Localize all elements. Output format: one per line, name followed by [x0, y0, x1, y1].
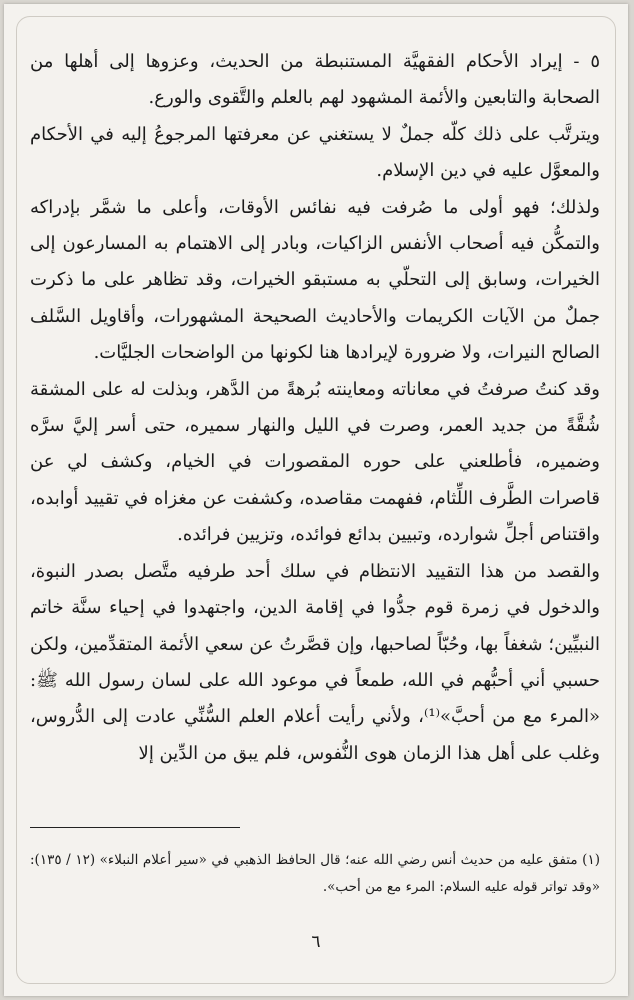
book-page	[4, 4, 628, 996]
paragraph-consequence: ويترتَّب على ذلك كلّه جملٌ لا يستغني عن معرفتها المرجوعُ إليه في الأحكام والمعوَّل عليه في دين الإسلام.	[30, 123, 600, 182]
footnote-separator	[30, 827, 240, 828]
main-text	[30, 44, 600, 772]
paragraph-priority: ولذلك؛ فهو أولى ما صُرفت فيه نفائس الأوقات، وأعلى ما شمَّر بإدراكه والتمكُّن فيه أصحاب الأنفس الزاكيات، وبادر إلى الاهتمام به المسارعون إلى الخيرات، وسابق إلى التحلّي به مستبقو الخيرات، وقد تظاهر على ما ذكرت جملٌ من الآيات الكريمات والأحاديث الصحيحة المشهورات، وأقاويل السَّلف الصالح النيرات، ولا ضرورة لإيرادها هنا لكونها من الواضحات الجليَّات.	[30, 196, 600, 364]
paragraph-point-5: ٥ - إيراد الأحكام الفقهيَّة المستنبطة من الحديث، وعزوها إلى أهلها من الصحابة والتابعين والأئمة المشهود لهم بالعلم والتَّقوى والورع.	[30, 51, 600, 109]
footnotes	[30, 847, 600, 901]
paragraph-purpose: والقصد من هذا التقييد الانتظام في سلك أحد طرفيه متَّصل بصدر النبوة، والدخول في زمرة قوم جدُّوا في إقامة الدين، واجتهدوا في إحياء سنَّة خاتم النبيِّين؛ شغفاً بها، وحُبّاً لصاحبها، وإن قصَّرتُ عن سعي الأئمة المتقدِّمين، ولكن حسبي أني أحبُّهم في الله، طمعاً في موعود الله على لسان رسول الله ﷺ: «المرء مع من أحبَّ»⁽¹⁾، ولأني رأيت أعلام العلم السُّنِّي عادت إلى الدُّروس، وغلب على أهل هذا الزمان هوى النُّفوس، فلم يبق من الدِّين إلا	[30, 560, 600, 764]
paragraph-effort: وقد كنتُ صرفتُ في معاناته ومعاينته بُرهةً من الدَّهر، وبذلت له على المشقة شُقَّةً من جديد العمر، وصرت في الليل والنهار سميره، حتى أسر إليَّ سرَّه وضميره، فأطلعني على حوره المقصورات في الخيام، وكشف لي عن قاصرات الطَّرف اللِّثام، ففهمت مقاصده، وكشفت عن مغزاه في تقييد أوابده، واقتناص أجلِّ شوارده، وتبيين بدائع فوائده، وتزيين فرائده.	[30, 378, 600, 546]
footnote-1: (١) متفق عليه من حديث أنس رضي الله عنه؛ قال الحافظ الذهبي في «سير أعلام النبلاء» (١٢ / ١٣٥): «وقد تواتر قوله عليه السلام: المرء مع من أحب».	[30, 852, 600, 895]
page-number: ٦	[311, 932, 321, 952]
